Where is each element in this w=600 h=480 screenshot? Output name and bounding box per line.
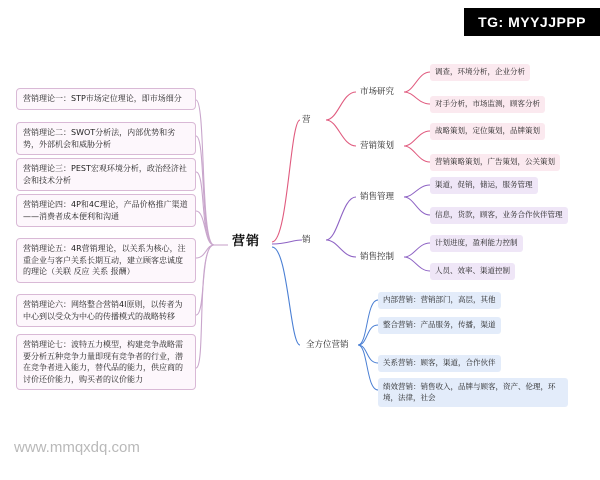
theory-node-7[interactable] — [16, 334, 196, 390]
theory-node-4[interactable] — [16, 194, 196, 227]
site-watermark: www.mmqxdq.com — [14, 439, 140, 456]
theory-node-6-label: 营销理论六：网络整合营销4I原则，以传者为中心到以受众为中心的传播模式的战略转移 — [23, 300, 183, 321]
group-title-sales-control[interactable]: 销售控制 — [360, 252, 395, 262]
item-market-research-2[interactable]: 对手分析，市场监测，顾客分析 — [430, 96, 545, 113]
group-title-market-research[interactable]: 市场研究 — [360, 87, 395, 97]
item-sales-control-2[interactable]: 人员、效率、渠道控制 — [430, 263, 515, 280]
item-holistic-4[interactable]: 绩效营销：销售收入，品牌与顾客，资产、伦理，环境，法律，社会 — [378, 378, 568, 407]
theory-node-5-label: 营销理论五：4R营销理论，以关系为核心，注重企业与客户关系长期互动，建立顾客忠诚度的理论（关联 反应 关系 报酬） — [23, 244, 186, 277]
item-sales-control-1[interactable]: 计划进度，盈利能力控制 — [430, 235, 523, 252]
item-sales-management-2[interactable]: 信息，货款，顾客，业务合作伙伴管理 — [430, 207, 568, 224]
group-title-sales-management[interactable]: 销售管理 — [360, 192, 395, 202]
branch-label-quanfangwei[interactable]: 全方位营销 — [306, 340, 349, 350]
item-sales-management-1[interactable]: 渠道，促销，储运，服务管理 — [430, 177, 538, 194]
theory-node-7-label: 营销理论七：波特五力模型，构建竞争战略需要分析五种竞争力量即现有竞争者的行业，潜在竞争者进入能力，替代品的能力，供应商的讨价还价能力，购买者的议价能力 — [23, 340, 183, 384]
theory-node-2[interactable] — [16, 122, 196, 155]
theory-node-3-label: 营销理论三：PEST宏观环境分析，政治经济社会和技术分析 — [23, 164, 187, 185]
theory-node-4-label: 营销理论四：4P和4C理论，产品价格推广渠道——消费者成本便利和沟通 — [23, 200, 188, 221]
telegram-watermark: TG: MYYJJPPP — [464, 8, 600, 36]
theory-node-1-label: 营销理论一：STP市场定位理论，即市场细分 — [23, 94, 182, 103]
item-marketing-planning-2[interactable]: 营销策略策划，广告策划，公关策划 — [430, 154, 560, 171]
group-title-marketing-planning[interactable]: 营销策划 — [360, 141, 395, 151]
item-market-research-1[interactable]: 调查，环境分析，企业分析 — [430, 64, 530, 81]
mindmap-center-node[interactable]: 营销 — [232, 234, 261, 249]
theory-node-6[interactable] — [16, 294, 196, 327]
theory-node-5[interactable] — [16, 238, 196, 283]
item-holistic-2[interactable]: 整合营销：产品服务，传播，渠道 — [378, 317, 501, 334]
item-marketing-planning-1[interactable]: 战略策划，定位策划，品牌策划 — [430, 123, 545, 140]
theory-node-2-label: 营销理论二：SWOT分析法，内部优势和劣势，外部机会和威胁分析 — [23, 128, 176, 149]
branch-label-xiao[interactable]: 销 — [302, 235, 311, 245]
branch-label-ying[interactable]: 营 — [302, 115, 311, 125]
theory-node-3[interactable] — [16, 158, 196, 191]
item-holistic-3[interactable]: 关系营销：顾客，渠道，合作伙伴 — [378, 355, 501, 372]
theory-node-1[interactable] — [16, 88, 196, 110]
item-holistic-1[interactable]: 内部营销：营销部门，高层，其他 — [378, 292, 501, 309]
